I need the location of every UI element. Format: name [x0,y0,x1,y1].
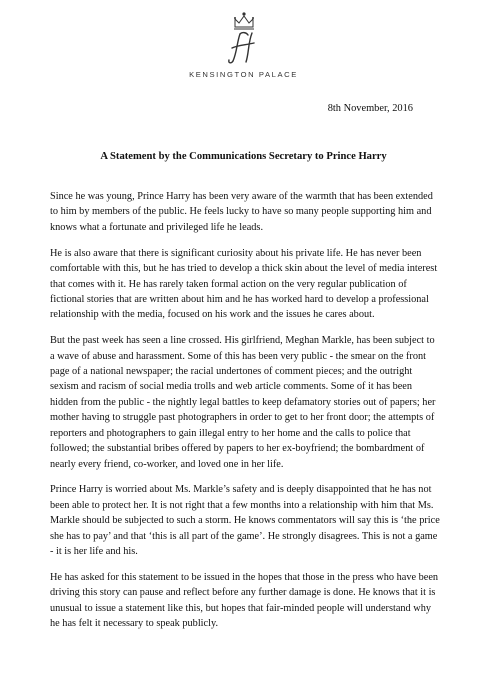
paragraph: Since he was young, Prince Harry has been very aware of the warmth that has been extended to him by members of the public. He feels lucky to have so many people supporting him and knows what a fortunate and privileged life he leads. [50,191,433,233]
statement-title: A Statement by the Communications Secretary to Prince Harry [100,151,387,162]
statement-body [50,189,440,642]
crowned-h-monogram-icon [224,10,264,66]
paragraph: But the past week has seen a line crossed. His girlfriend, Meghan Markle, has been subject to a wave of abuse and harassment. Some of this has been very public - the smear on the front page of a national newspaper; the racial undertones of comment pieces; and the outright sexism and racism of social media trolls and web article comments. Some of it has been hidden from the public - the nightly legal battles to keep defamatory stories out of papers; her mother having to struggle past photographers in order to get to her front door; the attempts of reporters and photographers to gain illegal entry to her home and the calls to police that followed; the substantial bribes offered by papers to her ex-boyfriend; the bombardment of nearly every friend, co-worker, and loved one in her life. [50,335,436,470]
paragraph: Prince Harry is worried about Ms. Markle’s safety and is deeply disappointed that he has not been able to protect her. It is not right that a few months into a relationship with him that Ms. Markle should be subjected to such a storm. He knows commentators will say this is ‘the price she has to pay’ and that ‘this is all part of the game’. He strongly disagrees. This is not a game - it is her life and his. [50,484,440,558]
org-name: KENSINGTON PALACE [189,70,298,79]
statement-date: 8th November, 2016 [327,103,413,114]
paragraph: He is also aware that there is significant curiosity about his private life. He has never been comfortable with this, but he has tried to develop a thick skin about the level of media interest that comes with it. He has rarely taken formal action on the very regular publication of fictional stories that are written about him and he has worked hard to develop a professional relationship with the media, focused on his work and the issues he cares about. [50,247,438,321]
paragraph: He has asked for this statement to be issued in the hopes that those in the press who have been driving this story can pause and reflect before any further damage is done. He knows that it is unusual to issue a statement like this, but hopes that fair-minded people will understand why he has felt it necessary to speak publicly. [50,571,439,630]
letterhead [0,10,487,79]
